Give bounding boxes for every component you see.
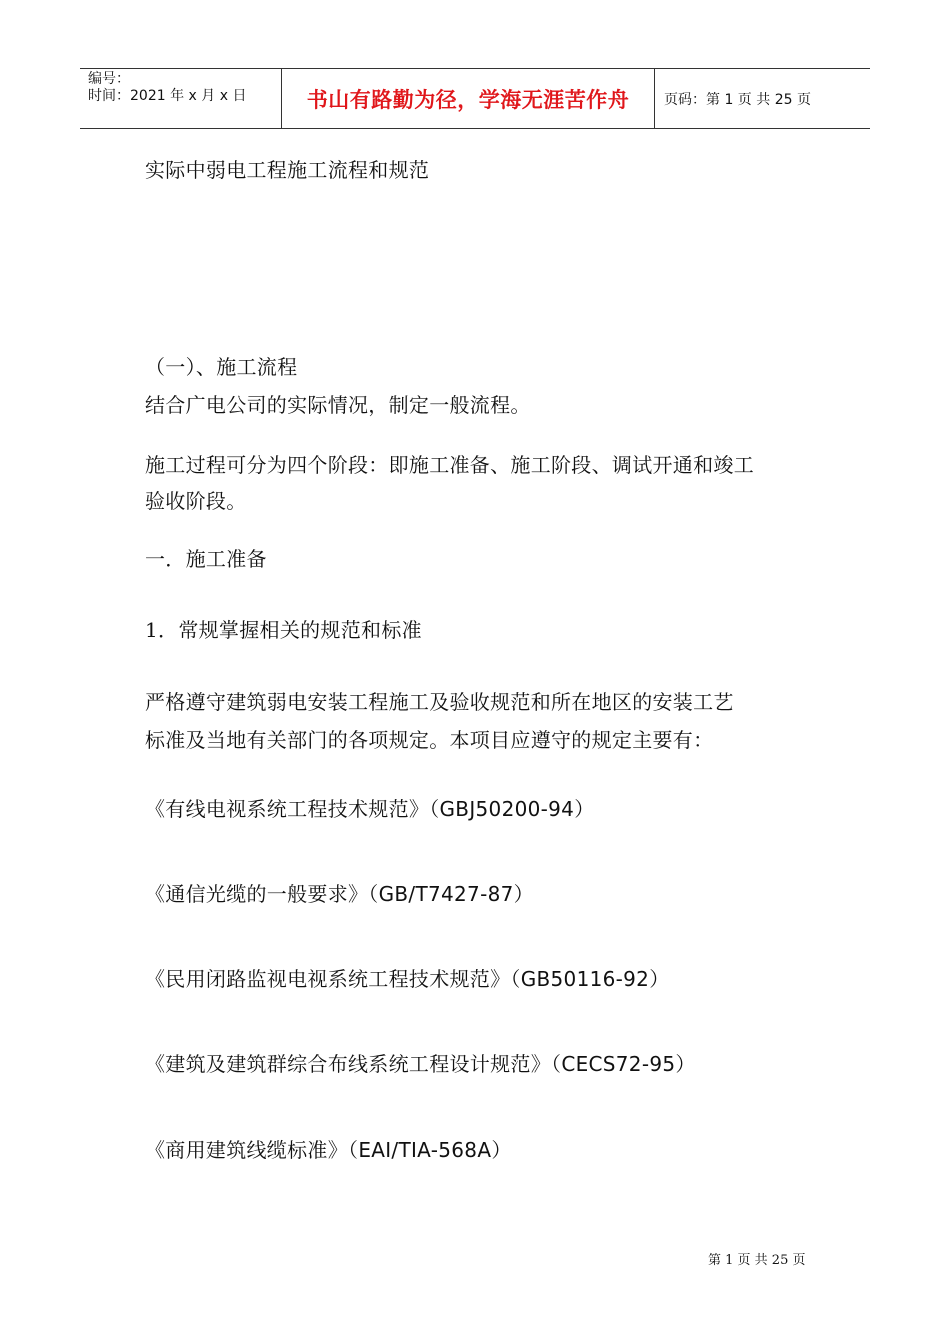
standard-close: ） [574,797,595,821]
stage-heading: 一．施工准备 [145,547,267,571]
standard-item [145,1048,696,1077]
standard-close: ） [513,882,534,906]
standard-name: 《有线电视系统工程技术规范》（ [145,797,440,821]
standard-item [145,963,670,992]
header-page-label: 页码：第 1 页 共 25 页 [664,91,811,108]
standard-code: GBJ50200-94 [439,797,575,821]
requirement-paragraph-line-2: 标准及当地有关部门的各项规定。本项目应遵守的规定主要有： [145,728,714,752]
phases-paragraph-line-2: 验收阶段。 [145,489,247,513]
header-time-label: 时间：2021 年 x 月 x 日 [88,88,247,104]
item-heading-1: 1．常规掌握相关的规范和标准 [145,618,422,642]
standard-code: EAI/TIA-568A [358,1138,492,1162]
page-header [80,68,870,129]
page-footer: 第 1 页 共 25 页 [708,1253,806,1268]
intro-paragraph: 结合广电公司的实际情况，制定一般流程。 [145,393,531,417]
standard-code: CECS72-95 [561,1052,676,1076]
header-motto: 书山有路勤为径，学海无涯苦作舟 [282,69,655,128]
section-heading: （一）、施工流程 [145,355,298,379]
standard-code: GB/T7427-87 [378,882,514,906]
standard-name: 《通信光缆的一般要求》（ [145,882,379,906]
requirement-paragraph-line-1: 严格遵守建筑弱电安装工程施工及验收规范和所在地区的安装工艺 [145,690,734,714]
standard-item [145,793,595,822]
standard-item [145,1134,512,1163]
header-number-label: 编号： [88,71,130,87]
document-title: 实际中弱电工程施工流程和规范 [145,158,430,182]
header-meta [80,69,282,128]
standard-name: 《商用建筑线缆标准》（ [145,1138,359,1162]
phases-paragraph-line-1: 施工过程可分为四个阶段：即施工准备、施工阶段、调试开通和竣工 [145,453,754,477]
standard-item [145,878,534,907]
standard-name: 《民用闭路监视电视系统工程技术规范》（ [145,967,521,991]
standard-code: GB50116-92 [520,967,650,991]
standard-close: ） [649,967,670,991]
standard-close: ） [675,1052,696,1076]
standard-name: 《建筑及建筑群综合布线系统工程设计规范》（ [145,1052,562,1076]
standard-close: ） [491,1138,512,1162]
